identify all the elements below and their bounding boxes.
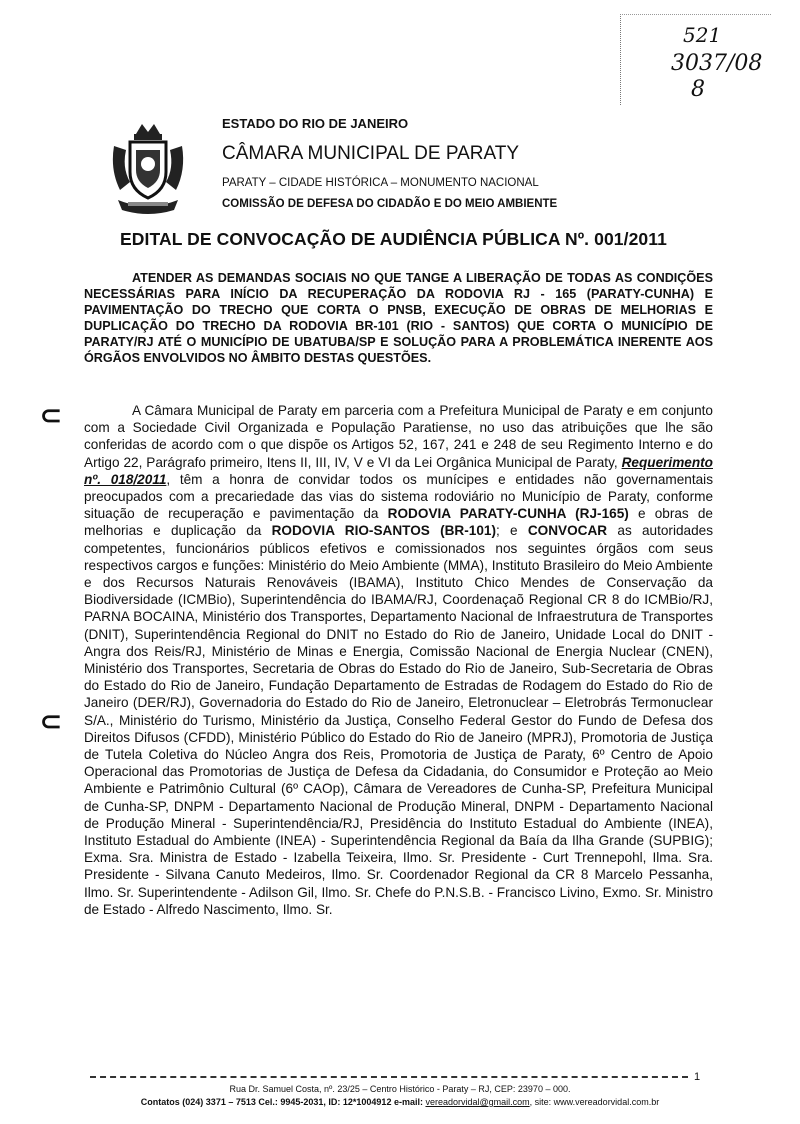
body-paragraph bbox=[84, 402, 713, 918]
protocol-stamp bbox=[620, 14, 771, 105]
body-text: , têm a honra de convidar todos os munícipes e entidades não governamentais preocupados com a precariedade das vias do sistema rodoviário no Município de Paraty, conforme situação de recuperação e pavimentação da bbox=[84, 471, 713, 522]
highway-rj165: RODOVIA PARATY-CUNHA (RJ-165) bbox=[387, 506, 629, 522]
footer-site: , site: www.vereadorvidal.com.br bbox=[529, 1097, 660, 1107]
highway-br101: RODOVIA RIO-SANTOS (BR-101) bbox=[271, 523, 496, 539]
chamber-name: CÂMARA MUNICIPAL DE PARATY bbox=[222, 143, 520, 164]
footer-contacts bbox=[0, 1097, 800, 1107]
convocar-keyword: CONVOCAR bbox=[527, 523, 608, 539]
body-text: e obras de melhorias e duplicação da bbox=[84, 506, 713, 539]
body-text: A Câmara Municipal de Paraty em parceria com a Prefeitura Municipal de Paraty e em conjunto com a Sociedade Civil Organizada e População Paratiense, no uso das atribuições que lhe são conferidas de acordo com o que dispõe os Artigos 52, 167, 241 e 248 de seu Regimento Interno e do Artigo 22, Parágrafo primeiro, Itens II, III, IV, V e VI da Lei Orgânica Municipal de Paraty, bbox=[84, 403, 713, 470]
coat-of-arms-icon bbox=[108, 120, 188, 216]
page-number: 1 bbox=[694, 1071, 701, 1083]
margin-mark: ⊂ bbox=[40, 400, 62, 430]
stamp-sheet: 8 bbox=[691, 77, 705, 102]
body-text: as autoridades competentes, funcionários públicos efetivos e comissionados nos seguintes órgãos com seus respectivos cargos e funções: Ministério do Meio Ambiente (MMA), Instituto Brasileiro do Meio Ambiente e dos Recursos Naturais Renováveis (IBAMA), Instituto Chico Mendes de Conservação da Biodiversidade (ICMBio), Superintendência do IBAMA/RJ, Coordenaçaõ Regional CR 8 do ICMBio/RJ, PARNA BOCAINA, Ministério dos Transportes, Departamento Nacional de Infraestrutura de Transportes (DNIT), Superintendência Regional do DNIT no Estado do Rio de Janeiro, Unidade Local do DNIT - Angra dos Reis/RJ, Ministério de Minas e Energia, Comissão Nacional de Energia Nuclear (CNEN), Ministério dos Transportes, Secretaria de Obras do Estado do Rio de Janeiro, Sub-Secretaria de Obras do Estado do Rio de Janeiro, Fundação Departamento de Estradas de Rodagem do Estado do Rio de Janeiro (DER/RJ), Governadoria do Estado do Rio de Janeiro, Eletronuclear – Eletrobrás Termonuclear S/A., Ministério do Turismo, Ministério da Justiça, Conselho Federal Gestor do Fundo de Defesa dos Direitos Difusos (CFDD), Ministério Público do Estado do Rio de Janeiro (MPRJ), Promotoria de Justiça de Tutela Coletiva do Núcleo Angra dos Reis, Promotoria de Justiça de Paraty, 6º Centro de Apoio Operacional das Promotorias de Justiça de Defesa da Cidadania, do Consumidor e Proteção ao Meio Ambiente e Patrimônio Cultural (6º CAOp), Câmara de Vereadores de Cunha-SP, Prefeitura Municipal de Cunha-SP, DNPM - Departamento Nacional de Produção Mineral, DNPM - Departamento Nacional de Produção Mineral - Superintendência/RJ, Presidência do Instituto Estadual do Ambiente (INEA), Instituto Estadual do Ambiente (INEA) - Superintendência Regional da Baía da Ilha Grande (SUPBIG); Exma. Sra. Ministra de Estado - Izabella Teixeira, Ilmo. Sr. Presidente - Curt Trennepohl, Ilma. Sra. Presidente - Silvana Canuto Medeiros, Ilmo. Sr. Coordenador Regional da CR 8 Marcelo Pessanha, Ilmo. Sr. Superintendente - Adilson Gil, Ilmo. Sr. Chefe do P.N.S.B. - Francisco Livino, Exmo. Sr. Ministro de Estado - Alfredo Nascimento, Ilmo. Sr. bbox=[84, 523, 714, 917]
stamp-process: 3037/08 bbox=[671, 51, 763, 76]
document-title: EDITAL DE CONVOCAÇÃO DE AUDIÊNCIA PÚBLICA Nº. 001/2011 bbox=[120, 229, 667, 249]
city-tagline: PARATY – CIDADE HISTÓRICA – MONUMENTO NACIONAL bbox=[222, 177, 539, 189]
requerimento-reference: Requerimento nº. 018/2011 bbox=[84, 454, 713, 487]
state-name: ESTADO DO RIO DE JANEIRO bbox=[222, 116, 409, 131]
body-text: ; e bbox=[496, 523, 528, 539]
commission-name: COMISSÃO DE DEFESA DO CIDADÃO E DO MEIO AMBIENTE bbox=[222, 198, 558, 210]
margin-mark: ⊂ bbox=[40, 706, 62, 736]
footer-divider bbox=[90, 1076, 688, 1078]
footer-contacts-label: Contatos (024) 3371 – 7513 Cel.: 9945-2031, ID: 12*1004912 e-mail: bbox=[140, 1097, 426, 1107]
footer-email-link[interactable]: vereadorvidal@gmail.com bbox=[425, 1097, 530, 1107]
summary-paragraph: ATENDER AS DEMANDAS SOCIAIS NO QUE TANGE A LIBERAÇÃO DE TODAS AS CONDIÇÕES NECESSÁRIAS PARA INÍCIO DA RECUPERAÇÃO DA RODOVIA RJ - 165 (PARATY-CUNHA) E PAVIMENTAÇÃO DO TRECHO QUE CORTA O PNSB, EXECUÇÃO DE OBRAS DE MELHORIAS E DUPLICAÇÃO DO TRECHO DA RODOVIA BR-101 (RIO - SANTOS) QUE CORTA O MUNICÍPIO DE PARATY/RJ ATÉ O MUNICÍPIO DE UBATUBA/SP E SOLUÇÃO PARA A PROBLEMÁTICA INERENTE AOS ÓRGÃOS ENVOLVIDOS NO ÂMBITO DESTAS QUESTÕES. bbox=[84, 271, 713, 365]
stamp-number: 521 bbox=[683, 23, 722, 47]
footer-address: Rua Dr. Samuel Costa, nº. 23/25 – Centro Histórico - Paraty – RJ, CEP: 23970 – 000. bbox=[229, 1084, 571, 1094]
